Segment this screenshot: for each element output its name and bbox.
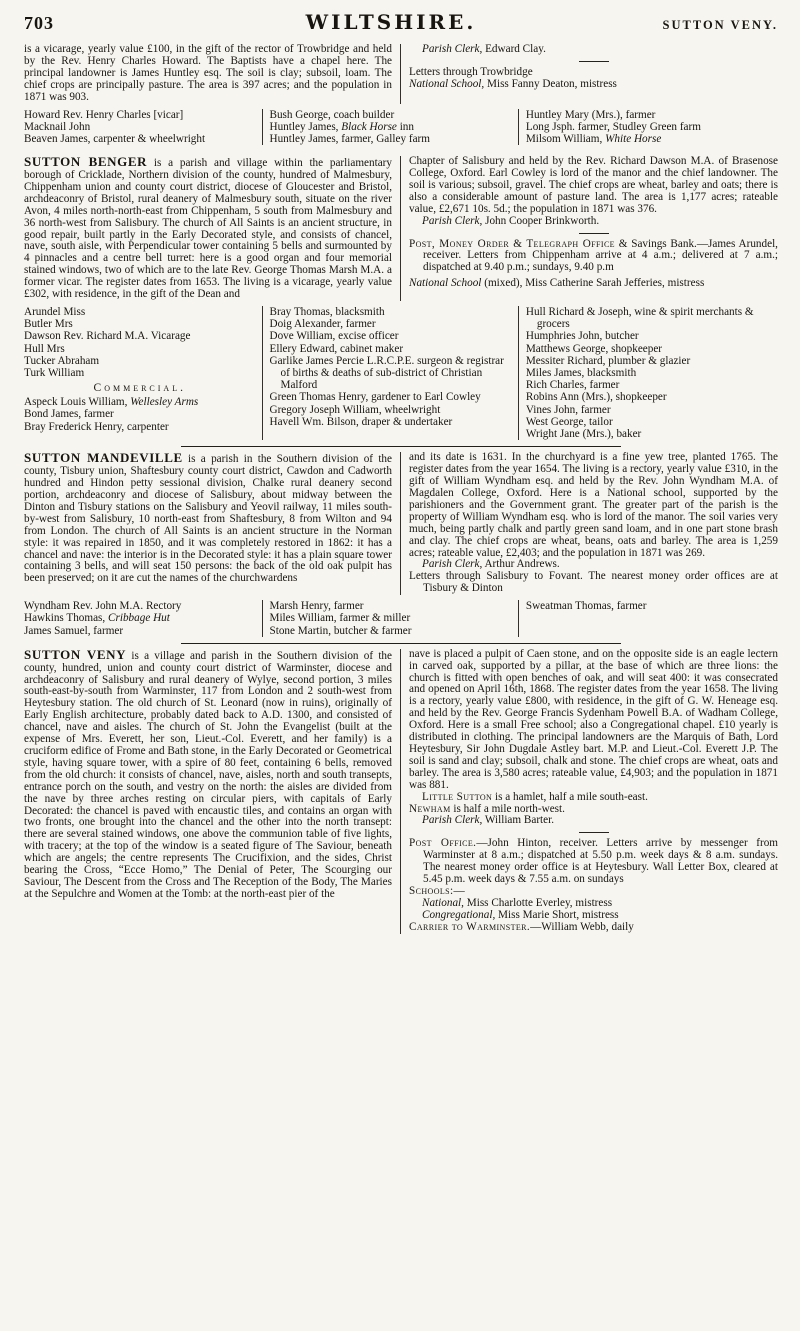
list-column-2	[262, 306, 518, 440]
left-column	[24, 156, 401, 301]
list-item-text: Huntley James,	[269, 120, 342, 133]
post-office-line	[409, 239, 778, 275]
parish-clerk-line	[409, 216, 778, 228]
list-item	[270, 121, 512, 133]
list-item: Ellery Edward, cabinet maker	[269, 342, 404, 355]
right-column	[401, 44, 778, 104]
list-item: Long Jsph. farmer, Studley Green farm	[525, 120, 701, 133]
list-item: Vines John, farmer	[525, 403, 611, 416]
divider-rule	[579, 832, 609, 833]
list-item: Havell Wm. Bilson, draper & undertaker	[269, 415, 453, 428]
school-label: National School	[409, 277, 482, 290]
list-item: Beaven James, carpenter & wheelwright	[24, 132, 206, 145]
parish-description: is a vicarage, yearly value £100, in the gift of the rector of Trowbridge and held by the Rev. Henry Charles Howard. The Baptists have a chapel here. The principal landowner is James Huntley esq. The soil is clay; subsoil, loam. The chief crops are principally pasture. The area is 397 acres; and the population in 1871 was 903.	[24, 43, 392, 103]
parish-description	[24, 646, 392, 901]
parish-clerk-label: Parish Clerk,	[422, 214, 483, 227]
parish-clerk-name: Arthur Andrews.	[482, 558, 560, 571]
inn-name: Black Horse	[341, 120, 397, 133]
hamlet-text: is a hamlet, half a mile south-east.	[492, 790, 648, 803]
divider-rule	[579, 61, 609, 62]
parish-clerk-name: John Cooper Brinkworth.	[482, 214, 600, 227]
school-text: Miss Marie Short, mistress	[495, 908, 619, 921]
list-item: Garlike James Percie L.R.C.P.E. surgeon & registrar of births & deaths of sub-district of Christian Malford	[269, 354, 504, 392]
list-item: Doig Alexander, farmer	[269, 318, 376, 331]
list-column-2	[262, 600, 518, 637]
left-column	[24, 44, 401, 104]
list-item-text: Milsom William,	[525, 132, 606, 145]
page-number: 703	[24, 13, 54, 33]
list-item: Miles William, farmer & miller	[269, 612, 411, 625]
list-item: Sweatman Thomas, farmer	[525, 600, 647, 613]
school-text: Miss Fanny Deaton, mistress	[484, 77, 617, 90]
parish-heading: SUTTON VENY	[24, 646, 127, 662]
page-title: WILTSHIRE.	[305, 10, 477, 34]
list-item: Humphries John, butcher	[525, 330, 639, 343]
parish-text: is a parish in the Southern division of the county, Tisbury union, Shaftesbury county court district, Cawdon and Cadworth hundred and Hindon petty sessional division, Chalke rural deanery second portion, archdeaconry and diocese of Salisbury, about midway between the Dinton and Tisbury stations on the Salisbury and Yeovil railway, 11 miles south-by-west from Salisbury, 10 north-east from Shaftesbury, 8 from Wilton and 94 from London. The church of All Saints is an ancient structure in the Norman style: it was repaired in 1850, and it was completely restored in 1862: it has a chancel and nave: the interior is in the Decorated style: it has a plain square tower containing 3 bells, and will seat 150 persons: the back of the old oak pulpit has been preserved; on it are cut the names of the churchwardens	[24, 453, 392, 585]
list-column-3	[518, 600, 778, 637]
parish-clerk-line	[409, 44, 778, 56]
list-item-text: inn	[396, 120, 414, 133]
list-item: Dawson Rev. Richard M.A. Vicarage	[24, 330, 191, 343]
parish-text: is a village and parish in the Southern division of the county, hundred, union and county court district of Warminster, diocese and archdeaconry of Salisbury and rural deanery of Wylye, second portion, 3 miles south-east-by-south from Warminster, 117 from London and 2 south-west from Heytesbury station. The old church of St. Leonard (now in ruins), originally of Early English architecture, probably dated back to A.D. 1300, and consisted of chancel, nave and aisles. The church of St. John the Evangelist (built at the expense of Mrs. Everett, her son, Lieut.-Col. Everett, and her family) is a cruciform edifice of Frome and Bath stone, in the Early Decorated or Geometrical style, having square tower, with a spire of 80 feet, containing 6 bells, removed from the old church: it consists of chancel, nave, aisles, north and south transepts, entrance porch on the south, and vestry on the north: the aisles are divided from the nave by three arches resting on circular piers, with capitals of Early Decorated: the chancel is paved with encaustic tiles, and contains an organ with two fronts, one brought into the chancel and the other into the north transept: there are several stained windows, one above the communion table of five lights, with tracery; at the top of the window is a seated figure of The Saviour, beneath which are angels; the centre represents The Crucifixion, and the sides, Christ bearing the Cross, “Ecce Homo,” The Denial of Peter, The Scourging our Saviour, The Descent from the Cross and The Reception of the Body, The Maries at the Sepulchre and Women at the Tomb: at the north-east pier of the	[24, 649, 392, 900]
list-item: Bray Thomas, blacksmith	[269, 306, 385, 319]
section-separator-rule	[181, 446, 621, 447]
school-label: Congregational,	[422, 908, 496, 921]
list-item: Tucker Abraham	[24, 354, 100, 367]
section-sutton-veny	[24, 646, 778, 934]
left-column	[24, 452, 401, 595]
letters-line: Letters through Trowbridge	[409, 65, 533, 78]
post-office-text: —John Hinton, receiver. Letters arrive by messenger from Warminster at 8 a.m.; dispatched at 5.50 p.m. week days & 8 a.m. sundays. The nearest money order office is at Heytesbury. Wall Letter Box, cleared at 5.45 p.m. week days & 7.55 a.m. on sundays	[423, 837, 778, 886]
list-column-1	[24, 109, 262, 146]
list-item: Gregory Joseph William, wheelwright	[269, 403, 441, 416]
hamlet-name: Newham	[409, 802, 451, 815]
list-item: Hull Mrs	[24, 342, 65, 355]
inn-name: Cribbage Hut	[108, 612, 170, 625]
page-header	[24, 10, 778, 34]
parish-clerk-name: William Barter.	[482, 814, 555, 827]
left-column	[24, 646, 401, 934]
parish-heading: SUTTON BENGER	[24, 154, 148, 170]
list-item: Green Thomas Henry, gardener to Earl Cowley	[269, 391, 481, 404]
post-office-label: Post, Money Order & Telegraph Office	[409, 237, 615, 250]
hamlet-text: is half a mile north-west.	[450, 802, 565, 815]
list-item: Hull Richard & Joseph, wine & spirit merchants & grocers	[525, 306, 754, 331]
list-item: Turk William	[24, 367, 85, 380]
list-item: Dove William, excise officer	[269, 330, 399, 343]
letters-line: Letters through Salisbury to Fovant. The nearest money order offices are at Tisbury & Dinton	[409, 570, 778, 595]
post-office-label: Post Office.	[409, 837, 477, 850]
list-item: Macknail John	[24, 120, 91, 133]
list-item-text: Hawkins Thomas,	[24, 612, 109, 625]
list-item: Wright Jane (Mrs.), baker	[525, 428, 642, 441]
list-item: Rich Charles, farmer	[525, 379, 620, 392]
inn-name: Wellesley Arms	[130, 396, 199, 409]
running-head: SUTTON VENY.	[662, 18, 778, 32]
parish-description	[24, 156, 392, 301]
list-item: Howard Rev. Henry Charles [vicar]	[24, 108, 184, 121]
list-item	[526, 133, 772, 145]
list-item: Wyndham Rev. John M.A. Rectory	[24, 600, 182, 613]
school-line	[409, 79, 778, 91]
list-item: Stone Martin, butcher & farmer	[269, 624, 412, 637]
carrier-label: Carrier to Warminster.	[409, 920, 531, 933]
residents-list-sutton-benger	[24, 306, 778, 440]
schools-label: Schools:—	[409, 884, 466, 897]
list-column-1	[24, 306, 262, 440]
section-sutton-benger	[24, 156, 778, 301]
parish-heading: SUTTON MANDEVILLE	[24, 450, 183, 466]
list-item: Matthews George, shopkeeper	[525, 342, 663, 355]
list-item: Arundel Miss	[24, 306, 86, 319]
list-item: Bush George, coach builder	[269, 108, 395, 121]
divider-rule	[579, 233, 609, 234]
carrier-text: —William Webb, daily	[530, 920, 634, 933]
list-column-3	[518, 109, 778, 146]
parish-description-continued: and its date is 1631. In the churchyard is a fine yew tree, planted 1765. The register dates from the year 1654. The living is a rectory, yearly value £310, in the gift of William Wyndham esq. and held by the Rev. John Wyndham M.A. of Magdalen College, Oxford. Here is a National school, supported by the parishioners and the Government grant. The greater part of the parish is the property of William Wyndham esq. who is lord of the manor. The soil varies very much, being partly chalk and partly green sand loam, and in one part stone brash and clay. The chief crops are wheat, beans, oats and barley. The area is 1,259 acres; rateable value, £2,403; and the population in 1871 was 269.	[409, 451, 778, 559]
list-item: Miles James, blacksmith	[525, 367, 637, 380]
hamlet-name: Little Sutton	[422, 790, 493, 803]
list-item: Robins Ann (Mrs.), shopkeeper	[525, 391, 667, 404]
list-item	[24, 612, 256, 624]
list-item: Butler Mrs	[24, 318, 73, 331]
list-item: Bond James, farmer	[24, 408, 114, 421]
inn-name: White Horse	[605, 132, 662, 145]
parish-clerk-label: Parish Clerk,	[422, 43, 483, 55]
carrier-line	[409, 922, 778, 934]
parish-clerk-name: Edward Clay.	[482, 43, 546, 55]
parish-description	[24, 452, 392, 585]
school-text: (mixed), Miss Catherine Sarah Jefferies, mistress	[481, 277, 705, 290]
list-column-2	[262, 109, 518, 146]
right-column	[401, 452, 778, 595]
right-column	[401, 649, 778, 934]
school-label: National School,	[409, 77, 485, 90]
school-text: Miss Charlotte Everley, mistress	[463, 896, 613, 909]
list-column-1	[24, 600, 262, 637]
commercial-subheading: Commercial.	[93, 382, 186, 395]
post-office-text: & Savings Bank.—James Arundel, receiver. Letters from Chippenham arrive at 4 a.m.; delivered at 7 a.m.; dispatched at 9.40 p.m.; sundays, 9.40 p.m	[423, 237, 778, 274]
section-continuation	[24, 44, 778, 104]
parish-clerk-label: Parish Clerk,	[422, 558, 483, 571]
parish-text: is a parish and village within the parliamentary borough of Cricklade, Northern division of the county, hundred of Malmesbury, Chippenham union and county court district, diocese of Gloucester and Bristol, archdeaconry of Bristol, rural deanery of Malmesbury south, situate on the river Avon, 4 miles north-north-east from Chippenham, 5 south from Malmesbury and 36 north-west from Salisbury. The church of All Saints is an ancient structure, in good repair, built partly in the Early Decorated style, and consists of chancel, nave, south aisle, with Perpendicular tower containing 5 bells and surmounted by 4 pinnacles and a centre bell turret: here is a good organ and four memorial stained windows, two of which are to the late Rev. George Thomas Marsh M.A. a former vicar. The register dates from 1653. The living is a vicarage, yearly value £302, with residence, in the gift of the Dean and	[24, 157, 392, 301]
list-item: Bray Frederick Henry, carpenter	[24, 420, 169, 433]
list-item: Huntley Mary (Mrs.), farmer	[525, 108, 656, 121]
list-item: West George, tailor	[525, 415, 613, 428]
residents-list-sutton-mandeville	[24, 600, 778, 637]
list-column-3	[518, 306, 778, 440]
list-item: Messiter Richard, plumber & glazier	[525, 354, 691, 367]
list-item: Marsh Henry, farmer	[269, 600, 364, 613]
right-column	[401, 156, 778, 301]
list-item: James Samuel, farmer	[24, 624, 124, 637]
residents-list-continuation	[24, 109, 778, 146]
section-separator-rule	[181, 643, 621, 644]
list-item-text: Aspeck Louis William,	[24, 396, 131, 409]
parish-description-continued: nave is placed a pulpit of Caen stone, and on the opposite side is an eagle lectern in carved oak, supported by a pillar, at the base of which are three lions: the church is fitted with open benches of oak, and will seat 400: it was consecrated and opened on April 16th, 1868. The register dates from the year 1658. The living is a rectory, yearly value £800, with residence, in the gift of G. W. Heneage esq. and held by the Rev. George Francis Sydenham Powell B.A. of Wadham College, Oxford. Here is a small Free school; also a Congregational chapel. £10 yearly is distributed in clothing. The principal landowners are the Marquis of Bath, Lord Heytesbury, Sir John Dugdale Astley bart. M.P. and Lieut.-Col. Everett J.P. The soil is sand and clay; subsoil, chalk and stone. The chief crops are wheat, oats and barley. The area is 3,580 acres; rateable value, £4,903; and the population in 1871 was 881.	[409, 647, 778, 791]
parish-clerk-line	[409, 815, 778, 827]
school-label: National,	[422, 896, 464, 909]
parish-clerk-label: Parish Clerk,	[422, 814, 483, 827]
parish-description-continued: Chapter of Salisbury and held by the Rev. Richard Dawson M.A. of Brasenose College, Oxford. Earl Cowley is lord of the manor and the chief landowner. The soil is various; subsoil, gravel. The chief crops are wheat, barley and oats; there is also a considerable amount of pasture land. The area is 1,177 acres; rateable value, £2,671 10s. 5d.; the population in 1871 was 376.	[409, 155, 778, 215]
school-line	[409, 278, 778, 290]
section-sutton-mandeville	[24, 452, 778, 595]
post-office-line	[409, 838, 778, 886]
list-item	[24, 396, 256, 408]
list-item: Huntley James, farmer, Galley farm	[269, 132, 430, 145]
